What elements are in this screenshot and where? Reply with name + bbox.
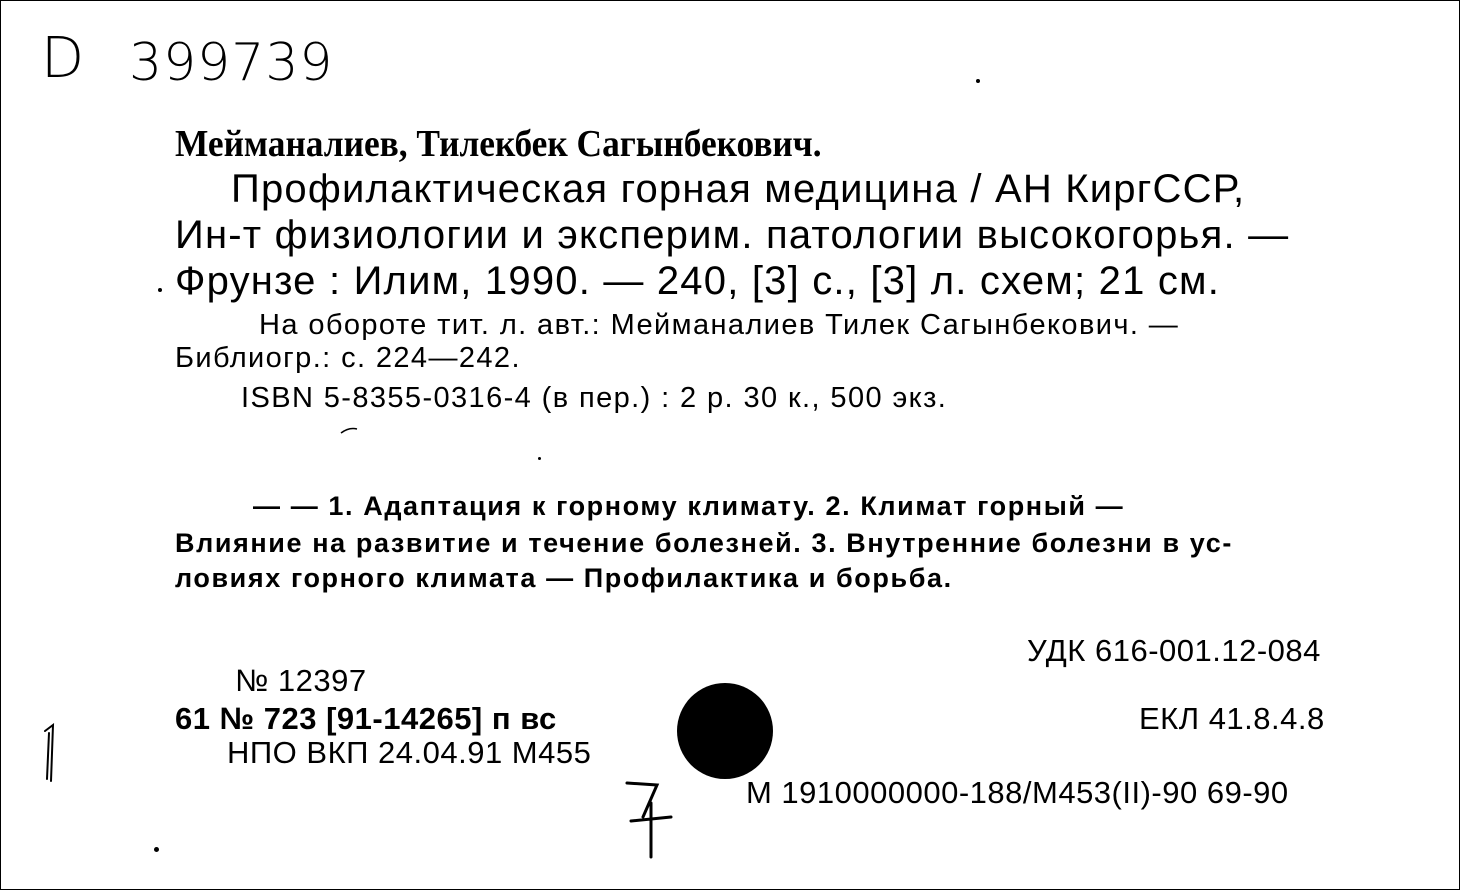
subject-line: — — 1. Адаптация к горному климату. 2. Климат горный — xyxy=(253,491,1125,521)
title-line: Ин-т физиологии и эксперим. патологии высокогорья. — xyxy=(175,213,1290,257)
note-line: На обороте тит. л. авт.: Мейманалиев Тилек Сагынбекович. — xyxy=(259,309,1180,341)
m-code: М 1910000000-188/М453(II)-90 69-90 xyxy=(746,775,1289,810)
udk-code: УДК 616-001.12-084 xyxy=(1027,633,1321,668)
handwritten-letter: D xyxy=(41,26,85,91)
subject-line: Влияние на развитие и течение болезней. 3. Внутренние болезни в ус- xyxy=(175,528,1233,558)
registry-number: № 12397 xyxy=(235,663,367,698)
speck-mark xyxy=(538,457,541,460)
small-ink-mark xyxy=(339,425,359,437)
speck-mark xyxy=(154,847,159,852)
bottom-handwritten-mark xyxy=(621,777,681,859)
handwritten-card-number: 399739 xyxy=(129,33,334,93)
isbn-line: ISBN 5-8355-0316-4 (в пер.) : 2 р. 30 к., 500 экз. xyxy=(241,382,948,414)
author-heading: Мейманалиев, Тилекбек Сагынбекович. xyxy=(175,123,822,165)
registry-order: 61 № 723 [91-14265] п вс xyxy=(175,701,557,736)
left-handwritten-mark xyxy=(31,723,71,785)
speck-mark xyxy=(976,79,980,83)
punch-hole xyxy=(677,683,773,779)
ekl-code: ЕКЛ 41.8.4.8 xyxy=(1139,701,1325,736)
speck-mark xyxy=(158,288,162,292)
registry-stamp: НПО ВКП 24.04.91 М455 xyxy=(227,735,592,770)
imprint-line: Фрунзе : Илим, 1990. — 240, [3] с., [3] л. схем; 21 см. xyxy=(175,259,1221,303)
subject-line: ловиях горного климата — Профилактика и борьба. xyxy=(175,563,953,593)
bibliography-note: Библиогр.: с. 224—242. xyxy=(175,342,521,374)
title-line: Профилактическая горная медицина / АН КиргССР, xyxy=(231,167,1246,211)
